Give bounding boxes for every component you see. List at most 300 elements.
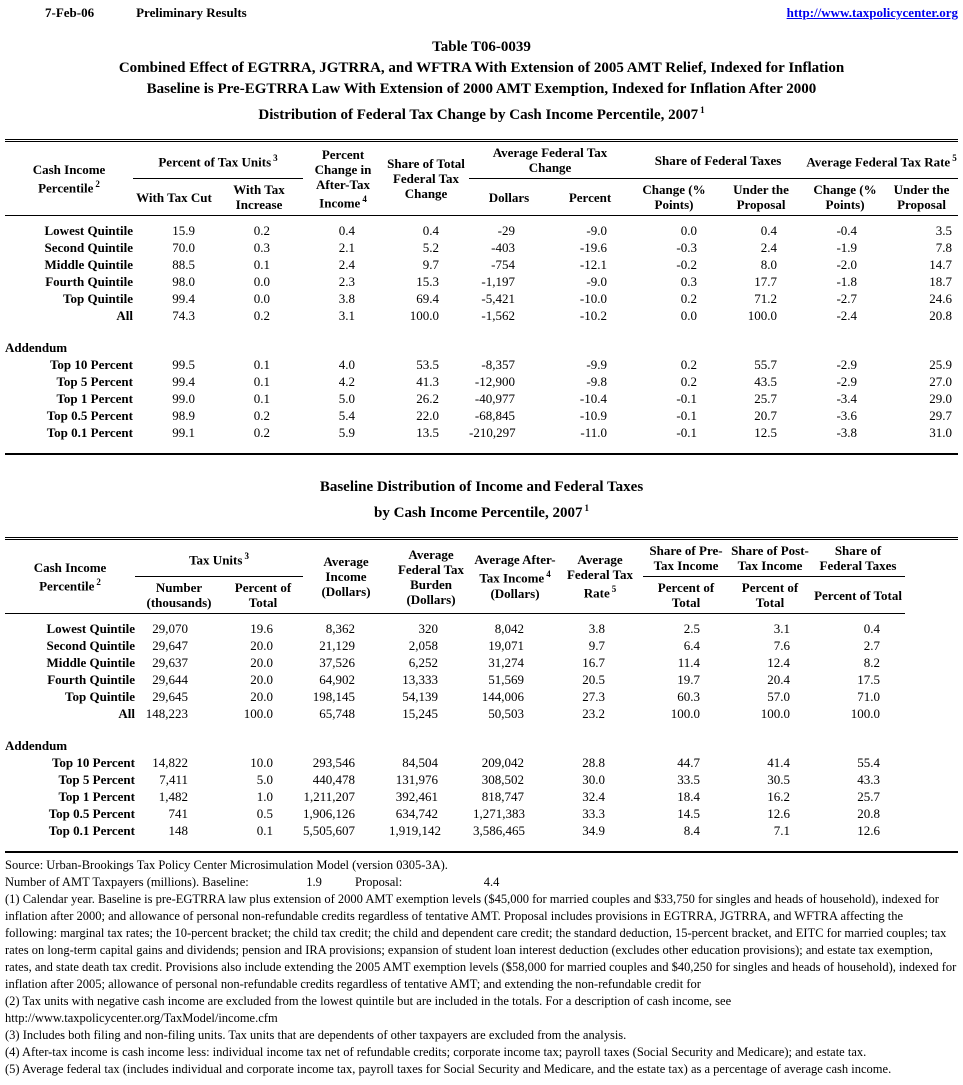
- table-row: [5, 822, 958, 839]
- title-block: [5, 37, 958, 126]
- cell-value: 31,274: [488, 655, 525, 670]
- cell-value: -1.8: [836, 274, 858, 289]
- cell-value: -2.0: [836, 257, 858, 272]
- cell-value: 0.4: [863, 621, 881, 636]
- cell-value: -0.4: [836, 223, 858, 238]
- cell-value: -1,197: [481, 274, 516, 289]
- table-row: [5, 637, 958, 654]
- sub-header-dollars: Dollars: [469, 179, 549, 216]
- cell-value: 148,223: [145, 706, 188, 721]
- cell-value: 70.0: [172, 240, 195, 255]
- cell-value: 16.7: [582, 655, 606, 670]
- cell-value: 29,644: [152, 672, 188, 687]
- cell-value: 55.7: [754, 357, 778, 372]
- sub-header-percent-of-total: Percent of Total: [729, 577, 811, 614]
- cell-value: 25.9: [929, 357, 953, 372]
- cell-value: -0.1: [676, 408, 698, 423]
- cell-value: -3.4: [836, 391, 858, 406]
- cell-value: 1,482: [158, 789, 188, 804]
- cell-value: -0.1: [676, 391, 698, 406]
- amt-taxpayers-line: [5, 874, 958, 891]
- cell-value: 29.0: [929, 391, 953, 406]
- table-row: [5, 390, 958, 407]
- cell-value: 3.5: [935, 223, 953, 238]
- cell-value: 100.0: [409, 308, 440, 323]
- cell-value: 2.3: [338, 274, 356, 289]
- sub-header-percent: Percent: [549, 179, 631, 216]
- sub-header-percent-of-total: Percent of Total: [643, 577, 729, 614]
- cell-value: 2.7: [863, 638, 881, 653]
- report-date: 7-Feb-06: [45, 5, 95, 20]
- table2-title-line-2: by Cash Income Percentile, 2007 $^1$: [374, 503, 589, 521]
- cell-value: -40,977: [474, 391, 516, 406]
- cell-value: 17.7: [754, 274, 778, 289]
- row-label: Fourth Quintile: [47, 672, 135, 687]
- footnote-2-url: http://www.taxpolicycenter.org/TaxModel/income.cfm: [5, 1011, 278, 1025]
- cell-value: 0.2: [253, 425, 271, 440]
- cell-value: 0.4: [338, 223, 356, 238]
- cell-value: 818,747: [481, 789, 525, 804]
- cell-value: 71.0: [857, 689, 881, 704]
- cell-value: 20.8: [857, 806, 881, 821]
- cell-value: 33.3: [582, 806, 606, 821]
- cell-value: 43.3: [857, 772, 881, 787]
- cell-value: 10.0: [250, 755, 274, 770]
- cell-value: 20.0: [250, 689, 274, 704]
- cell-value: 26.2: [416, 391, 440, 406]
- cell-value: -2.4: [836, 308, 858, 323]
- cell-value: 0.1: [253, 257, 271, 272]
- cell-value: 88.5: [172, 257, 195, 272]
- cell-value: 4.0: [338, 357, 356, 372]
- col-header-average-after-tax-income: Average After-Tax Income $^4$ (Dollars): [473, 539, 557, 614]
- cell-value: -0.2: [676, 257, 698, 272]
- cell-value: -2.9: [836, 374, 858, 389]
- cell-value: 3.1: [338, 308, 356, 323]
- cell-value: 29,070: [152, 621, 188, 636]
- cell-value: 12.5: [754, 425, 778, 440]
- cell-value: 0.0: [680, 308, 698, 323]
- cell-value: 5.0: [338, 391, 356, 406]
- table2-title-line-1: Baseline Distribution of Income and Federal Taxes: [319, 479, 644, 495]
- table-row: [5, 222, 958, 239]
- cell-value: -9.0: [586, 223, 608, 238]
- table-number: Table T06-0039: [432, 39, 531, 55]
- amt-proposal-label: Proposal:: [355, 875, 403, 889]
- row-label: Top Quintile: [65, 689, 135, 704]
- row-label: Top 10 Percent: [49, 357, 133, 372]
- cell-value: 41.3: [416, 374, 440, 389]
- cell-value: 0.2: [680, 374, 698, 389]
- cell-value: -9.9: [586, 357, 608, 372]
- cell-value: 320: [418, 621, 439, 636]
- table2-title-block: [5, 477, 958, 524]
- table-row: [5, 356, 958, 373]
- table1-quintile-rows: [5, 222, 958, 324]
- cell-value: 440,478: [312, 772, 356, 787]
- cell-value: 9.7: [588, 638, 606, 653]
- row-label: Top 0.1 Percent: [48, 823, 135, 838]
- table2-quintile-rows: [5, 620, 958, 722]
- col-header-cash-income-percentile: Cash Income Percentile $^2$: [5, 141, 133, 216]
- cell-value: 54,139: [402, 689, 439, 704]
- row-label: Middle Quintile: [44, 257, 133, 272]
- cell-value: -68,845: [474, 408, 516, 423]
- cell-value: 41.4: [767, 755, 791, 770]
- federal-tax-change-table: [5, 139, 958, 455]
- col-header-average-federal-tax-burden: Average Federal Tax Burden (Dollars): [389, 539, 473, 614]
- addendum-label: Addendum: [5, 738, 68, 753]
- cell-value: 1,211,207: [303, 789, 356, 804]
- cell-value: 99.4: [172, 291, 195, 306]
- table-row: [5, 771, 958, 788]
- cell-value: -9.0: [586, 274, 608, 289]
- footnote-3: (3) Includes both filing and non-filing units. Tax units that are dependents of other taxpayers are excluded from the analysis.: [5, 1028, 627, 1042]
- cell-value: 8.0: [760, 257, 778, 272]
- sub-header-change-points: Change (% Points): [631, 179, 717, 216]
- cell-value: 15,245: [402, 706, 439, 721]
- cell-value: 27.3: [582, 689, 606, 704]
- cell-value: 19,071: [488, 638, 525, 653]
- cell-value: 21,129: [319, 638, 356, 653]
- amt-proposal-value: 4.4: [483, 875, 500, 889]
- title-line-2: Combined Effect of EGTRRA, JGTRRA, and WFTRA With Extension of 2005 AMT Relief, Indexed for Inflation: [118, 60, 845, 76]
- sub-header-percent-of-total: Percent of Total: [811, 577, 905, 614]
- row-label: Lowest Quintile: [44, 223, 133, 238]
- footnote-2: (2) Tax units with negative cash income are excluded from the lowest quintile but are included in the totals. For a description of cash income, see: [5, 994, 732, 1008]
- cell-value: -8,357: [481, 357, 516, 372]
- cell-value: 99.0: [172, 391, 195, 406]
- cell-value: 20.0: [250, 672, 274, 687]
- sub-header-change-points: Change (% Points): [805, 179, 885, 216]
- cell-value: 100.0: [243, 706, 274, 721]
- cell-value: 0.3: [680, 274, 698, 289]
- cell-value: 53.5: [416, 357, 440, 372]
- table-row: [5, 424, 958, 441]
- cell-value: 0.1: [253, 374, 271, 389]
- cell-value: 1,919,142: [389, 823, 442, 838]
- cell-value: 5.4: [338, 408, 356, 423]
- cell-value: 6.4: [683, 638, 701, 653]
- cell-value: -19.6: [579, 240, 608, 255]
- cell-value: -5,421: [481, 291, 516, 306]
- cell-value: 7.8: [935, 240, 953, 255]
- row-label: Top 0.5 Percent: [48, 806, 135, 821]
- cell-value: 1,906,126: [303, 806, 356, 821]
- table-row: [5, 307, 958, 324]
- cell-value: 84,504: [402, 755, 439, 770]
- cell-value: 25.7: [754, 391, 778, 406]
- cell-value: 144,006: [481, 689, 525, 704]
- table-row: [5, 239, 958, 256]
- row-label: Top 5 Percent: [58, 772, 135, 787]
- row-label: Middle Quintile: [46, 655, 135, 670]
- table2-addendum-rows: [5, 754, 958, 839]
- cell-value: 0.1: [253, 391, 271, 406]
- cell-value: 100.0: [850, 706, 881, 721]
- table1-addendum-rows: [5, 356, 958, 441]
- cell-value: -12.1: [579, 257, 608, 272]
- source-note: Source: Urban-Brookings Tax Policy Center Microsimulation Model (version 0305-3A).: [5, 858, 448, 872]
- report-status: Preliminary Results: [136, 5, 247, 20]
- cell-value: 5.9: [338, 425, 356, 440]
- table-row: [5, 290, 958, 307]
- cell-value: 57.0: [767, 689, 791, 704]
- cell-value: 20.7: [754, 408, 778, 423]
- cell-value: -9.8: [586, 374, 608, 389]
- cell-value: 0.0: [680, 223, 698, 238]
- footnotes-section: [5, 857, 958, 1078]
- table-row: [5, 688, 958, 705]
- cell-value: 17.5: [857, 672, 881, 687]
- cell-value: 51,569: [488, 672, 525, 687]
- cell-value: 0.2: [680, 291, 698, 306]
- title-line-3: Baseline is Pre-EGTRRA Law With Extension of 2000 AMT Exemption, Indexed for Inflation After 2000: [146, 81, 817, 97]
- cell-value: 8.4: [683, 823, 701, 838]
- amt-baseline-value: 1.9: [306, 875, 322, 889]
- cell-value: 0.2: [253, 408, 271, 423]
- cell-value: 7.1: [773, 823, 791, 838]
- row-label: Lowest Quintile: [46, 621, 135, 636]
- cell-value: 44.7: [677, 755, 701, 770]
- cell-value: 0.4: [760, 223, 778, 238]
- cell-value: 0.1: [256, 823, 274, 838]
- cell-value: 100.0: [760, 706, 791, 721]
- footnote-4: (4) After-tax income is cash income less: individual income tax net of refundable credits; corporate income tax; payroll taxes (Social Security and Medicare); and estate tax.: [5, 1045, 867, 1059]
- cell-value: -2.7: [836, 291, 858, 306]
- cell-value: 31.0: [929, 425, 953, 440]
- cell-value: 11.4: [677, 655, 701, 670]
- table-row: [5, 373, 958, 390]
- row-label: Top 0.1 Percent: [46, 425, 133, 440]
- row-label: All: [118, 706, 135, 721]
- cell-value: 15.3: [416, 274, 440, 289]
- row-label: Top 10 Percent: [51, 755, 135, 770]
- cell-value: 43.5: [754, 374, 778, 389]
- cell-value: 1.0: [256, 789, 274, 804]
- cell-value: -12,900: [474, 374, 516, 389]
- cell-value: 3,586,465: [473, 823, 526, 838]
- cell-value: 99.5: [172, 357, 195, 372]
- cell-value: 2,058: [408, 638, 439, 653]
- cell-value: 131,976: [395, 772, 439, 787]
- cell-value: 13.5: [416, 425, 440, 440]
- cell-value: 8,362: [325, 621, 356, 636]
- cell-value: 37,526: [319, 655, 356, 670]
- row-label: Top 1 Percent: [56, 391, 133, 406]
- row-label: Fourth Quintile: [45, 274, 133, 289]
- group-header-share-of-federal-taxes: Share of Federal Taxes: [631, 141, 805, 179]
- cell-value: 30.0: [582, 772, 606, 787]
- cell-value: 20.5: [582, 672, 606, 687]
- cell-value: 0.5: [256, 806, 274, 821]
- cell-value: 3.1: [773, 621, 791, 636]
- cell-value: -0.3: [676, 240, 698, 255]
- baseline-distribution-table: [5, 537, 958, 853]
- row-label: Top 5 Percent: [56, 374, 133, 389]
- cell-value: 0.2: [680, 357, 698, 372]
- cell-value: -210,297: [469, 425, 516, 440]
- cell-value: 2.4: [338, 257, 356, 272]
- cell-value: 74.3: [172, 308, 195, 323]
- cell-value: -0.1: [676, 425, 698, 440]
- cell-value: -3.8: [836, 425, 858, 440]
- sub-header-percent-of-total: Percent of Total: [223, 577, 303, 614]
- col-header-percent-change-after-tax-income: Percent Change in After-Tax Income $^4$: [303, 141, 383, 216]
- cell-value: 18.7: [929, 274, 953, 289]
- table-row: [5, 620, 958, 637]
- cell-value: 15.9: [172, 223, 195, 238]
- cell-value: 34.9: [582, 823, 606, 838]
- cell-value: 23.2: [582, 706, 606, 721]
- cell-value: 7.6: [773, 638, 791, 653]
- row-label: All: [116, 308, 133, 323]
- cell-value: 29,637: [152, 655, 188, 670]
- group-header-average-federal-tax-change: Average Federal Tax Change: [469, 141, 631, 179]
- cell-value: 8,042: [494, 621, 525, 636]
- cell-value: 392,461: [395, 789, 439, 804]
- table-row: [5, 705, 958, 722]
- cell-value: 2.5: [683, 621, 701, 636]
- table-row: [5, 805, 958, 822]
- cell-value: 0.2: [253, 308, 271, 323]
- sub-header-under-the-proposal: Under the Proposal: [717, 179, 805, 216]
- group-header-average-federal-tax-rate: Average Federal Tax Rate $^5$: [805, 141, 958, 179]
- cell-value: 0.0: [253, 274, 271, 289]
- cell-value: 5.0: [256, 772, 274, 787]
- amt-baseline-label: Number of AMT Taxpayers (millions). Baseline:: [5, 875, 249, 889]
- cell-value: 9.7: [422, 257, 440, 272]
- cell-value: 20.4: [767, 672, 791, 687]
- cell-value: 100.0: [747, 308, 778, 323]
- table-row: [5, 654, 958, 671]
- cell-value: 2.4: [760, 240, 778, 255]
- sub-header-under-the-proposal: Under the Proposal: [885, 179, 958, 216]
- sub-header-with-tax-increase: With Tax Increase: [215, 179, 303, 216]
- sub-header-with-tax-cut: With Tax Cut: [133, 179, 215, 216]
- page-header: [5, 0, 958, 21]
- cell-value: 29.7: [929, 408, 953, 423]
- row-label: Top 1 Percent: [58, 789, 135, 804]
- cell-value: -10.9: [579, 408, 608, 423]
- cell-value: 65,748: [319, 706, 356, 721]
- cell-value: 634,742: [395, 806, 439, 821]
- table-row: [5, 788, 958, 805]
- cell-value: -1,562: [481, 308, 516, 323]
- table-row: [5, 754, 958, 771]
- col-header-average-federal-tax-rate: Average Federal Tax Rate $^5$: [557, 539, 643, 614]
- cell-value: 20.8: [929, 308, 953, 323]
- table1-header: [5, 141, 958, 216]
- table-row: [5, 407, 958, 424]
- row-label: Top Quintile: [63, 291, 133, 306]
- cell-value: 7,411: [159, 772, 188, 787]
- cell-value: 50,503: [488, 706, 525, 721]
- cell-value: 13,333: [402, 672, 439, 687]
- cell-value: 741: [168, 806, 188, 821]
- cell-value: 98.0: [172, 274, 195, 289]
- cell-value: 0.1: [253, 357, 271, 372]
- cell-value: 14.7: [929, 257, 953, 272]
- table-row: [5, 273, 958, 290]
- cell-value: -2.9: [836, 357, 858, 372]
- cell-value: 99.1: [172, 425, 195, 440]
- cell-value: 24.6: [929, 291, 953, 306]
- cell-value: 4.2: [338, 374, 356, 389]
- row-label: Second Quintile: [44, 240, 133, 255]
- cell-value: 2.1: [338, 240, 356, 255]
- cell-value: 3.8: [338, 291, 356, 306]
- cell-value: 0.0: [253, 291, 271, 306]
- cell-value: 12.4: [767, 655, 791, 670]
- cell-value: 8.2: [863, 655, 881, 670]
- row-label: Top 0.5 Percent: [46, 408, 133, 423]
- cell-value: 16.2: [767, 789, 791, 804]
- cell-value: 308,502: [481, 772, 525, 787]
- cell-value: 98.9: [172, 408, 195, 423]
- cell-value: 20.0: [250, 638, 274, 653]
- cell-value: -29: [497, 223, 516, 238]
- footnote-marker: 1: [700, 105, 705, 115]
- cell-value: 148: [168, 823, 188, 838]
- sub-header-number-thousands: Number (thousands): [135, 577, 223, 614]
- group-header-share-of-pre-tax-income: Share of Pre-Tax Income: [643, 539, 729, 577]
- addendum-label: Addendum: [5, 340, 68, 355]
- cell-value: 27.0: [929, 374, 953, 389]
- cell-value: 293,546: [312, 755, 356, 770]
- cell-value: 29,645: [152, 689, 188, 704]
- group-header-share-of-federal-taxes: Share of Federal Taxes: [811, 539, 905, 577]
- table-row: [5, 256, 958, 273]
- col-header-average-income: Average Income (Dollars): [303, 539, 389, 614]
- cell-value: 198,145: [312, 689, 356, 704]
- cell-value: 71.2: [754, 291, 778, 306]
- cell-value: -10.4: [579, 391, 608, 406]
- cell-value: 18.4: [677, 789, 701, 804]
- col-header-cash-income-percentile: Cash Income Percentile $^2$: [5, 539, 135, 614]
- spacer-column: [905, 539, 958, 614]
- cell-value: 5,505,607: [303, 823, 356, 838]
- footnote-5: (5) Average federal tax (includes individual and corporate income tax, payroll taxes for Social Security and Medicare, and the estate tax) as a percentage of average cash income.: [5, 1062, 892, 1076]
- title-line-4: Distribution of Federal Tax Change by Cash Income Percentile, 2007 $^1$: [258, 105, 705, 123]
- cell-value: 20.0: [250, 655, 274, 670]
- cell-value: 100.0: [670, 706, 701, 721]
- cell-value: 60.3: [677, 689, 701, 704]
- cell-value: -754: [491, 257, 516, 272]
- cell-value: 0.3: [253, 240, 271, 255]
- cell-value: 99.4: [172, 374, 195, 389]
- cell-value: 0.2: [253, 223, 271, 238]
- cell-value: 12.6: [857, 823, 881, 838]
- cell-value: -3.6: [836, 408, 858, 423]
- footnote-marker: 1: [584, 503, 589, 513]
- cell-value: 69.4: [416, 291, 440, 306]
- cell-value: 12.6: [767, 806, 791, 821]
- cell-value: 30.5: [767, 772, 791, 787]
- group-header-percent-of-tax-units: Percent of Tax Units $^3$: [133, 141, 303, 179]
- table-row: [5, 671, 958, 688]
- cell-value: 64,902: [319, 672, 356, 687]
- cell-value: 33.5: [677, 772, 701, 787]
- taxpolicycenter-link[interactable]: http://www.taxpolicycenter.org: [786, 5, 958, 20]
- cell-value: 209,042: [481, 755, 525, 770]
- col-header-share-of-total-federal-tax-change: Share of Total Federal Tax Change: [383, 141, 469, 216]
- cell-value: 14,822: [152, 755, 188, 770]
- cell-value: -10.0: [579, 291, 608, 306]
- group-header-tax-units: Tax Units $^3$: [135, 539, 303, 577]
- cell-value: 25.7: [857, 789, 881, 804]
- cell-value: 0.4: [422, 223, 440, 238]
